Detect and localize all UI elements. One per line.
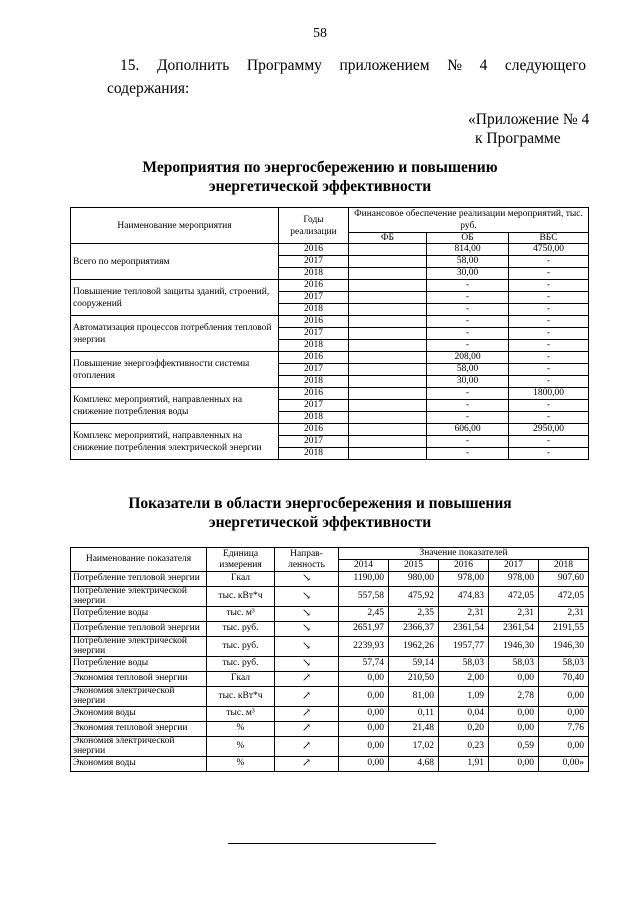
indicator-value: 2651,97 (339, 622, 389, 637)
paragraph-word: 15. (120, 57, 140, 74)
indicator-value: 7,76 (539, 722, 589, 737)
measure-vbs: - (509, 400, 589, 412)
direction-arrow-icon: ↗ (275, 737, 339, 757)
indicator-name: Экономия электрической энергии (71, 737, 207, 757)
indicator-value: 978,00 (439, 572, 489, 587)
measures-table-header (71, 208, 589, 244)
measure-vbs: - (509, 268, 589, 280)
indicators-table-body (71, 572, 589, 772)
measure-ob: 606,00 (427, 424, 509, 436)
indicator-name: Экономия тепловой энергии (71, 722, 207, 737)
indicator-value: 2,45 (339, 607, 389, 622)
indicator-value: 0,00 (339, 687, 389, 707)
measures-table (70, 207, 589, 460)
indicator-value: 0,59 (489, 737, 539, 757)
indicator-unit: тыс. кВт*ч (207, 587, 275, 607)
table-row (71, 687, 589, 707)
measure-fb (349, 328, 427, 340)
indicator-value: 1190,00 (339, 572, 389, 587)
measure-year: 2016 (279, 352, 349, 364)
indicator-value: 1962,26 (389, 637, 439, 657)
measure-year: 2017 (279, 436, 349, 448)
header-indicator-name: Наименование показателя (71, 548, 207, 572)
paragraph-line-2: содержания: (107, 80, 190, 97)
indicator-value: 557,58 (339, 587, 389, 607)
measure-fb (349, 400, 427, 412)
table-row (71, 424, 589, 436)
indicator-unit: Гкал (207, 572, 275, 587)
measure-year: 2016 (279, 424, 349, 436)
indicator-value: 0,00 (339, 707, 389, 722)
measure-fb (349, 352, 427, 364)
indicator-value: 2361,54 (489, 622, 539, 637)
table-row (71, 316, 589, 328)
paragraph-line-1 (120, 54, 586, 77)
indicator-value: 57,74 (339, 657, 389, 672)
indicator-value: 0,00 (339, 672, 389, 687)
indicator-name: Потребление воды (71, 657, 207, 672)
direction-arrow-icon: ↘ (275, 587, 339, 607)
measure-year: 2016 (279, 280, 349, 292)
indicator-value: 0,00 (539, 687, 589, 707)
measure-year: 2017 (279, 328, 349, 340)
indicator-unit: тыс. кВт*ч (207, 687, 275, 707)
measure-year: 2016 (279, 316, 349, 328)
measure-ob: - (427, 340, 509, 352)
direction-arrow-icon: ↘ (275, 622, 339, 637)
indicator-value: 58,03 (489, 657, 539, 672)
header-ob: ОБ (427, 233, 509, 244)
indicator-name: Потребление тепловой энергии (71, 572, 207, 587)
direction-arrow-icon: ↗ (275, 672, 339, 687)
indicator-unit: % (207, 757, 275, 772)
measure-ob: - (427, 316, 509, 328)
paragraph-word: следующего (504, 57, 586, 74)
appendix-line-1: «Приложение № 4 (468, 111, 590, 128)
measure-vbs: - (509, 436, 589, 448)
title-line: энергетической эффективности (208, 514, 432, 531)
table-row (71, 707, 589, 722)
indicator-value: 2191,55 (539, 622, 589, 637)
measure-year: 2018 (279, 304, 349, 316)
measure-year: 2016 (279, 388, 349, 400)
indicator-value: 4,68 (389, 757, 439, 772)
measure-year: 2017 (279, 364, 349, 376)
indicator-value: 475,92 (389, 587, 439, 607)
indicator-unit: тыс. м³ (207, 607, 275, 622)
header-fb: ФБ (349, 233, 427, 244)
measure-fb (349, 376, 427, 388)
measure-year: 2018 (279, 412, 349, 424)
measure-vbs: - (509, 412, 589, 424)
measure-year: 2018 (279, 376, 349, 388)
measure-vbs: - (509, 376, 589, 388)
measure-vbs: - (509, 280, 589, 292)
paragraph-word: № (447, 57, 462, 74)
direction-arrow-icon: ↘ (275, 607, 339, 622)
measure-ob: 814,00 (427, 244, 509, 256)
indicator-name: Потребление электрической энергии (71, 637, 207, 657)
indicator-value: 0,00 (489, 707, 539, 722)
paragraph-word: приложением (339, 57, 430, 74)
appendix-line-2: к Программе (475, 130, 561, 147)
measure-ob: 30,00 (427, 268, 509, 280)
indicator-value: 0,00 (339, 737, 389, 757)
header-year: 2017 (489, 560, 539, 572)
indicator-value: 58,03 (539, 657, 589, 672)
indicator-unit: Гкал (207, 672, 275, 687)
measure-fb (349, 256, 427, 268)
indicator-value: 2,31 (539, 607, 589, 622)
measure-fb (349, 268, 427, 280)
indicator-value: 0,00 (539, 707, 589, 722)
direction-arrow-icon: ↘ (275, 572, 339, 587)
direction-arrow-icon: ↗ (275, 687, 339, 707)
measure-fb (349, 436, 427, 448)
measure-vbs: - (509, 364, 589, 376)
page-number: 58 (313, 26, 327, 41)
measure-year: 2018 (279, 448, 349, 460)
indicator-unit: тыс. руб. (207, 622, 275, 637)
measure-year: 2018 (279, 268, 349, 280)
indicator-value: 59,14 (389, 657, 439, 672)
measure-fb (349, 448, 427, 460)
indicator-value: 1,91 (439, 757, 489, 772)
measure-ob: 208,00 (427, 352, 509, 364)
header-years: Годы реализации (279, 208, 349, 244)
indicator-value: 0,00 (339, 757, 389, 772)
indicator-value: 2,35 (389, 607, 439, 622)
indicator-name: Потребление электрической энергии (71, 587, 207, 607)
indicator-value: 2,31 (489, 607, 539, 622)
measure-ob: - (427, 280, 509, 292)
measure-vbs: - (509, 292, 589, 304)
measure-fb (349, 340, 427, 352)
indicator-value: 0,00 (489, 757, 539, 772)
indicator-name: Экономия электрической энергии (71, 687, 207, 707)
measure-vbs: - (509, 304, 589, 316)
indicator-value: 2366,37 (389, 622, 439, 637)
measure-name: Всего по мероприятиям (71, 244, 279, 280)
table-row (71, 672, 589, 687)
header-values: Значение показателей (339, 548, 589, 560)
indicator-value: 17,02 (389, 737, 439, 757)
indicator-value: 2,31 (439, 607, 489, 622)
header-year: 2018 (539, 560, 589, 572)
paragraph-word: Программу (246, 57, 322, 74)
table-row (71, 757, 589, 772)
indicators-table (70, 547, 589, 772)
direction-arrow-icon: ↗ (275, 722, 339, 737)
header-direction: Направ-ленность (275, 548, 339, 572)
indicator-value: 0,20 (439, 722, 489, 737)
paragraph-word: Дополнить (156, 57, 230, 74)
indicator-value: 0,00 (339, 722, 389, 737)
table-row (71, 657, 589, 672)
title-line: энергетической эффективности (208, 178, 432, 195)
indicator-value: 81,00 (389, 687, 439, 707)
indicator-value: 907,60 (539, 572, 589, 587)
direction-arrow-icon: ↗ (275, 707, 339, 722)
indicator-value: 1946,30 (539, 637, 589, 657)
indicator-value: 1,09 (439, 687, 489, 707)
table-row (71, 280, 589, 292)
measure-vbs: - (509, 328, 589, 340)
indicators-table-header (71, 548, 589, 572)
measure-name: Повышение энергоэффективности системы отопления (71, 352, 279, 388)
measure-ob: 58,00 (427, 364, 509, 376)
indicator-unit: тыс. руб. (207, 657, 275, 672)
header-unit: Единица измерения (207, 548, 275, 572)
measures-section-title (0, 158, 640, 196)
measure-vbs: - (509, 352, 589, 364)
item-paragraph (107, 54, 586, 100)
footer-divider (228, 843, 436, 844)
indicator-unit: % (207, 722, 275, 737)
indicator-value: 70,40 (539, 672, 589, 687)
measures-table-body (71, 244, 589, 460)
table-row (71, 607, 589, 622)
table-row (71, 622, 589, 637)
measure-ob: 58,00 (427, 256, 509, 268)
measure-fb (349, 280, 427, 292)
indicator-value: 0,11 (389, 707, 439, 722)
measure-ob: - (427, 412, 509, 424)
measure-ob: - (427, 388, 509, 400)
measure-fb (349, 304, 427, 316)
table-row (71, 352, 589, 364)
indicator-name: Экономия воды (71, 757, 207, 772)
indicator-unit: тыс. руб. (207, 637, 275, 657)
indicator-name: Потребление тепловой энергии (71, 622, 207, 637)
measure-vbs: 2950,00 (509, 424, 589, 436)
measure-fb (349, 424, 427, 436)
measure-fb (349, 412, 427, 424)
indicator-value: 472,05 (489, 587, 539, 607)
measure-ob: - (427, 304, 509, 316)
title-line: Показатели в области энергосбережения и повышения (128, 495, 512, 512)
indicator-value: 2361,54 (439, 622, 489, 637)
measure-vbs: - (509, 316, 589, 328)
paragraph-word: 4 (479, 57, 488, 74)
table-row (71, 388, 589, 400)
header-year: 2014 (339, 560, 389, 572)
header-funding: Финансовое обеспечение реализации мероприятий, тыс. руб. (349, 208, 589, 233)
table-row (71, 722, 589, 737)
measure-fb (349, 388, 427, 400)
measure-ob: 30,00 (427, 376, 509, 388)
direction-arrow-icon: ↘ (275, 657, 339, 672)
indicators-section-title (0, 494, 640, 532)
measure-year: 2017 (279, 256, 349, 268)
table-row (71, 737, 589, 757)
header-vbs: ВБС (509, 233, 589, 244)
measure-vbs: 4750,00 (509, 244, 589, 256)
table-row (71, 572, 589, 587)
measure-vbs: - (509, 256, 589, 268)
indicator-value: 0,00» (539, 757, 589, 772)
indicator-value: 2,00 (439, 672, 489, 687)
header-year: 2015 (389, 560, 439, 572)
indicator-value: 0,23 (439, 737, 489, 757)
measure-ob: - (427, 292, 509, 304)
header-year: 2016 (439, 560, 489, 572)
measure-ob: - (427, 328, 509, 340)
indicator-value: 1957,77 (439, 637, 489, 657)
indicator-name: Потребление воды (71, 607, 207, 622)
measure-year: 2017 (279, 292, 349, 304)
title-line: Мероприятия по энергосбережению и повышению (142, 159, 498, 176)
measure-fb (349, 244, 427, 256)
indicator-value: 980,00 (389, 572, 439, 587)
measure-ob: - (427, 400, 509, 412)
table-row (71, 637, 589, 657)
measure-vbs: - (509, 448, 589, 460)
appendix-reference (468, 110, 589, 148)
header-name: Наименование мероприятия (71, 208, 279, 244)
measure-ob: - (427, 436, 509, 448)
measure-ob: - (427, 448, 509, 460)
measure-year: 2016 (279, 244, 349, 256)
indicator-value: 1946,30 (489, 637, 539, 657)
measure-fb (349, 364, 427, 376)
indicator-value: 0,04 (439, 707, 489, 722)
measure-vbs: - (509, 340, 589, 352)
indicator-unit: тыс. м³ (207, 707, 275, 722)
measure-name: Автоматизация процессов потребления тепловой энергии (71, 316, 279, 352)
indicator-value: 210,50 (389, 672, 439, 687)
indicator-value: 474,83 (439, 587, 489, 607)
indicator-value: 2239,93 (339, 637, 389, 657)
indicator-value: 58,03 (439, 657, 489, 672)
indicator-value: 21,48 (389, 722, 439, 737)
measure-fb (349, 292, 427, 304)
measure-fb (349, 316, 427, 328)
indicator-value: 0,00 (489, 672, 539, 687)
table-row (71, 587, 589, 607)
measure-year: 2017 (279, 400, 349, 412)
measure-year: 2018 (279, 340, 349, 352)
indicator-unit: % (207, 737, 275, 757)
table-row (71, 244, 589, 256)
measure-vbs: 1800,00 (509, 388, 589, 400)
indicator-name: Экономия тепловой энергии (71, 672, 207, 687)
direction-arrow-icon: ↗ (275, 757, 339, 772)
indicator-value: 978,00 (489, 572, 539, 587)
indicator-value: 472,05 (539, 587, 589, 607)
indicator-value: 0,00 (539, 737, 589, 757)
indicator-value: 0,00 (489, 722, 539, 737)
measure-name: Комплекс мероприятий, направленных на снижение потребления воды (71, 388, 279, 424)
measure-name: Повышение тепловой защиты зданий, строений, сооружений (71, 280, 279, 316)
measure-name: Комплекс мероприятий, направленных на снижение потребления электрической энергии (71, 424, 279, 460)
direction-arrow-icon: ↘ (275, 637, 339, 657)
indicator-value: 2,78 (489, 687, 539, 707)
indicator-name: Экономия воды (71, 707, 207, 722)
